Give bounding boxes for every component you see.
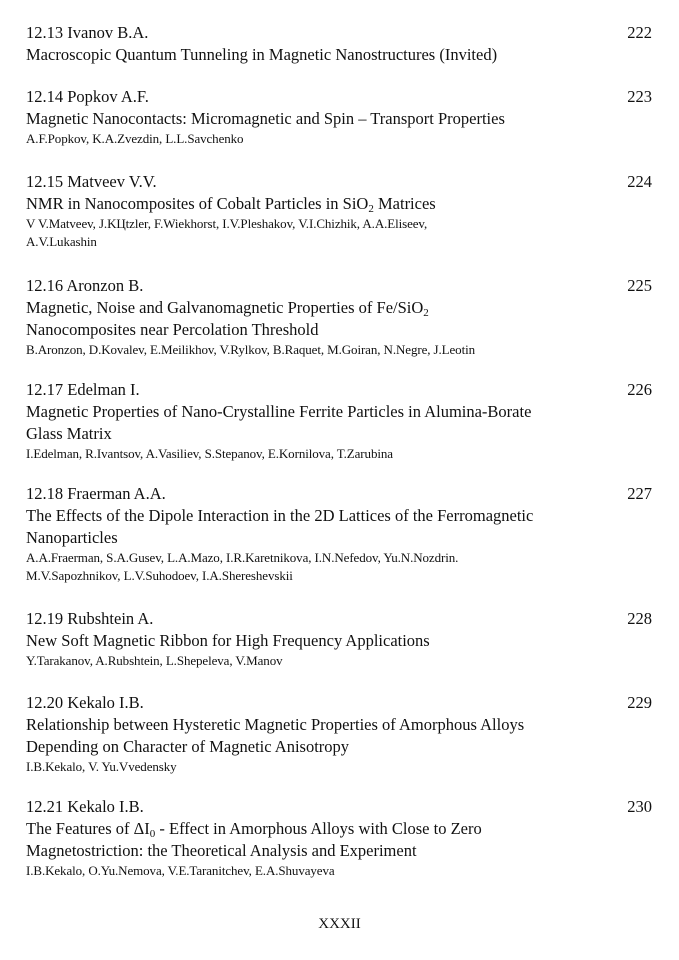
toc-entry: [26, 22, 652, 66]
entry-page-number: 226: [627, 380, 652, 399]
entry-heading: 12.21 Kekalo I.B.: [26, 797, 144, 816]
title-text: - Effect in Amorphous Alloys with Close to Zero: [155, 819, 482, 838]
title-subscript: 2: [423, 307, 429, 319]
entry-page-number: 228: [627, 609, 652, 628]
entry-authors: M.V.Sapozhnikov, L.V.Suhodoev, I.A.Shereshevskii: [26, 568, 293, 583]
entry-title: Relationship between Hysteretic Magnetic Properties of Amorphous Alloys: [26, 715, 525, 734]
entry-title: Nanoparticles: [26, 528, 118, 547]
entry-page-number: 225: [627, 276, 652, 295]
toc-entry: [26, 379, 652, 463]
entry-page-number: 229: [627, 693, 652, 712]
entry-heading: 12.16 Aronzon B.: [26, 276, 144, 295]
entry-title: Macroscopic Quantum Tunneling in Magnetic Nanostructures (Invited): [26, 45, 498, 64]
entry-title: Nanocomposites near Percolation Threshold: [26, 320, 319, 339]
entry-authors: Y.Tarakanov, A.Rubshtein, L.Shepeleva, V.Manov: [26, 653, 283, 668]
toc-entry: [26, 692, 652, 776]
entry-page-number: 230: [627, 797, 652, 816]
entry-page-number: 227: [627, 484, 652, 503]
entry-authors: B.Aronzon, D.Kovalev, E.Meilikhov, V.Rylkov, B.Raquet, M.Goiran, N.Negre, J.Leotin: [26, 342, 475, 357]
entry-page-number: 224: [627, 172, 652, 191]
entry-title: [26, 297, 652, 319]
entry-heading: 12.14 Popkov A.F.: [26, 87, 149, 106]
entry-authors: I.Edelman, R.Ivantsov, A.Vasiliev, S.Stepanov, E.Kornilova, T.Zarubina: [26, 446, 393, 461]
entry-heading: 12.15 Matveev V.V.: [26, 172, 157, 191]
entry-title: [26, 818, 652, 840]
entry-title: Depending on Character of Magnetic Anisotropy: [26, 737, 350, 756]
entry-authors: I.B.Kekalo, V. Yu.Vvedensky: [26, 759, 177, 774]
entry-title: New Soft Magnetic Ribbon for High Frequency Applications: [26, 631, 430, 650]
toc-entry: [26, 483, 652, 585]
toc-entry: [26, 86, 652, 148]
entry-title: Magnetic Nanocontacts: Micromagnetic and Spin – Transport Properties: [26, 109, 505, 128]
entry-authors: A.V.Lukashin: [26, 234, 97, 249]
toc-entry: [26, 796, 652, 880]
entry-authors: A.A.Fraerman, S.A.Gusev, L.A.Mazo, I.R.Karetnikova, I.N.Nefedov, Yu.N.Nozdrin.: [26, 550, 459, 565]
title-subscript: 0: [149, 828, 156, 840]
entry-heading: 12.17 Edelman I.: [26, 380, 140, 399]
entry-authors: I.B.Kekalo, O.Yu.Nemova, V.E.Taranitchev, E.A.Shuvayeva: [26, 863, 335, 878]
entry-authors: A.F.Popkov, K.A.Zvezdin, L.L.Savchenko: [26, 131, 244, 146]
entry-title: Magnetostriction: the Theoretical Analysis and Experiment: [26, 841, 417, 860]
title-text: Matrices: [373, 194, 436, 213]
entry-authors: V V.Matveev, J.KЦtzler, F.Wiekhorst, I.V.Pleshakov, V.I.Chizhik, A.A.Eliseev,: [26, 216, 428, 231]
entry-page-number: 223: [627, 87, 652, 106]
entry-title: The Effects of the Dipole Interaction in the 2D Lattices of the Ferromagnetic: [26, 506, 534, 525]
entry-heading: 12.19 Rubshtein A.: [26, 609, 154, 628]
entry-heading: 12.20 Kekalo I.B.: [26, 693, 144, 712]
title-text: Magnetic, Noise and Galvanomagnetic Properties of Fe/SiO: [26, 298, 424, 317]
toc-entry: [26, 608, 652, 670]
title-text: NMR in Nanocomposites of Cobalt Particles in SiO: [26, 194, 369, 213]
entry-title: Glass Matrix: [26, 424, 112, 443]
toc-entry: [26, 171, 652, 251]
page-footer-number: XXXII: [318, 916, 361, 932]
entry-page-number: 222: [627, 23, 652, 42]
title-text: The Features of ΔI: [26, 819, 150, 838]
entry-title: [26, 193, 652, 215]
title-subscript: 2: [368, 203, 374, 215]
entry-title: Magnetic Properties of Nano-Crystalline Ferrite Particles in Alumina-Borate: [26, 402, 532, 421]
entry-heading: 12.18 Fraerman A.A.: [26, 484, 166, 503]
toc-entry: [26, 275, 652, 359]
entry-heading: 12.13 Ivanov B.A.: [26, 23, 149, 42]
